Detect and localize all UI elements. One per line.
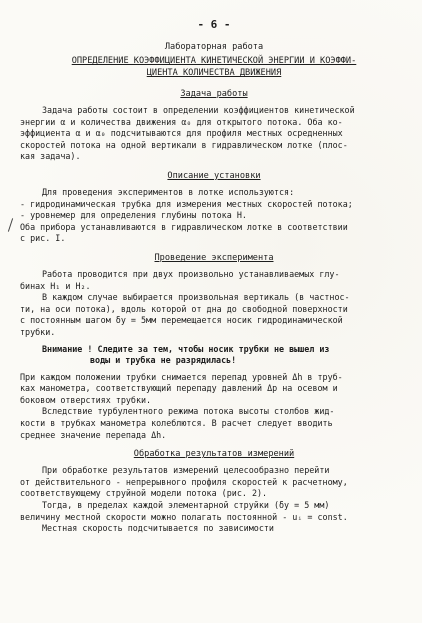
paragraph-setup <box>20 187 408 245</box>
text-line: - гидродинамическая трубка для измерения местных скоростей потока; <box>20 198 353 209</box>
text-line: кая задача). <box>20 151 81 162</box>
text-line: эффициента α и α₀ подсчитываются для профиля местных осредненных <box>20 128 343 139</box>
paragraph-experiment-a <box>20 269 408 339</box>
section-heading-experiment: Проведение эксперимента <box>154 252 274 263</box>
text-line: бинах H₁ и H₂. <box>20 280 91 291</box>
text-line: Вследствие турбулентного режима потока высоты столбов жид- <box>42 406 335 417</box>
text-line: величину местной скорости можно полагать постоянной - uᵢ = const. <box>20 511 348 522</box>
text-line: с постоянным шагом δy = 5мм перемещается носик гидродинамической <box>20 315 343 326</box>
text-line: Для проведения экспериментов в лотке используются: <box>42 186 295 197</box>
section-heading-processing: Обработка результатов измерений <box>133 449 295 460</box>
text-line: трубки. <box>20 326 56 337</box>
document-title <box>20 55 408 79</box>
paragraph-processing <box>20 465 408 535</box>
text-line: При обработке результатов измерений целесообразно перейти <box>42 465 330 476</box>
text-line: боковом отверстиях трубки. <box>20 394 152 405</box>
lab-label: Лабораторная работа <box>164 42 264 52</box>
page-number: - 6 - <box>197 18 231 31</box>
text-line: скоростей потока на одной вертикали в гидравлическом лотке (плос- <box>20 139 348 150</box>
warning-line: Внимание ! Следите за тем, чтобы носик трубки не вышел из <box>42 343 330 354</box>
text-line: Работа проводится при двух произвольно устанавливаемых глу- <box>42 268 340 279</box>
text-line: - уровнемер для определения глубины потока H. <box>20 210 247 221</box>
text-line: от действительного - непрерывного профиля скоростей к расчетному, <box>20 476 348 487</box>
text-line: среднее значение перепада Δh. <box>20 429 167 440</box>
title-line: ОПРЕДЕЛЕНИЕ КОЭФФИЦИЕНТА КИНЕТИЧЕСКОЙ ЭНЕРГИИ И КОЭФФИ- <box>71 56 357 66</box>
section-heading-task: Задача работы <box>180 89 248 99</box>
warning-line: воды и трубка не разрядилась! <box>90 355 237 366</box>
text-line: ках манометра, соответствующий перепаду давлений Δp на осевом и <box>20 383 338 394</box>
title-line: ЦИЕНТА КОЛИЧЕСТВА ДВИЖЕНИЯ <box>146 68 282 78</box>
text-line: энергии α и количества движения α₀ для открытого потока. Оба ко- <box>20 116 343 127</box>
margin-mark <box>8 218 13 232</box>
warning-note <box>20 344 408 367</box>
text-line: Задача работы состоит в определении коэффициентов кинетической <box>42 105 355 115</box>
text-line: Оба прибора устанавливаются в гидравлическом лотке в соответствии <box>20 221 348 232</box>
text-line: При каждом положении трубки снимается перепад уровней Δh в труб- <box>20 371 343 382</box>
text-line: В каждом случае выбирается произвольная вертикаль (в частнос- <box>42 292 350 303</box>
text-line: с рис. I. <box>20 233 66 244</box>
text-line: Тогда, в пределах каждой элементарной струйки (δy = 5 мм) <box>42 500 330 511</box>
paragraph-experiment-b <box>20 372 408 442</box>
paragraph-task <box>20 105 408 163</box>
section-heading-setup: Описание установки <box>167 170 261 181</box>
text-line: кости в трубках манометра колеблются. В расчет следует вводить <box>20 418 333 429</box>
text-line: соответствующему струйной модели потока (рис. 2). <box>20 488 268 499</box>
text-line: Местная скорость подсчитывается по зависимости <box>42 523 274 534</box>
text-line: ти, на оси потока), вдоль которой от дна до свободной поверхности <box>20 303 348 314</box>
